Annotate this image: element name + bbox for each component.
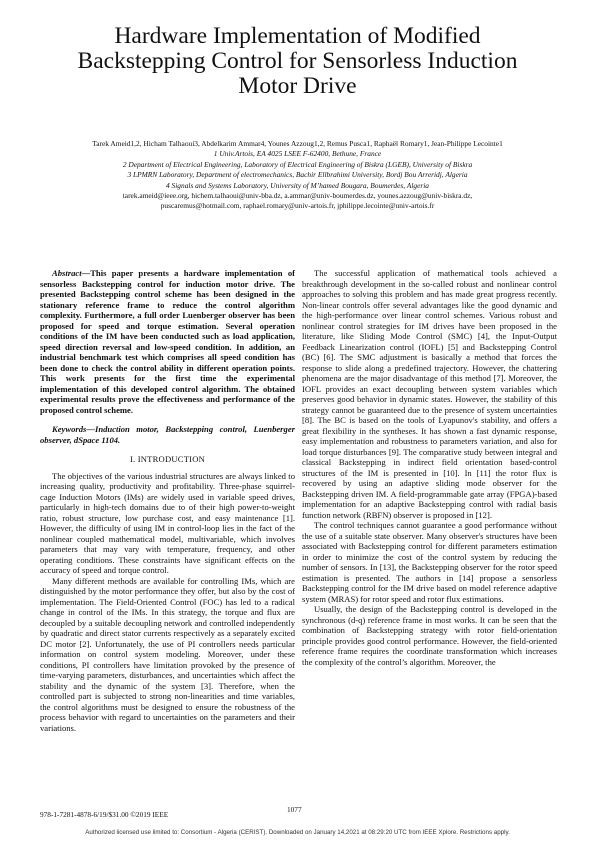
keywords: Keywords—Induction motor, Backstepping control, Luenberger observer, dSpace 1104.	[40, 424, 295, 445]
title-line-2: Backstepping Control for Sensorless Induction	[77, 48, 518, 74]
affiliation-2: 2 Department of Electrical Engineering, Laboratory of Electrical Engineering of Biskra (LGEB), University of Biskra	[122, 159, 473, 169]
author-block	[30, 139, 565, 212]
author-emails-line-1: tarek.ameid@ieee.org, hichem.talhaoui@univ-bba.dz, a.ammar@univ-boumerdes.dz, younes.azzoug@univ-biskra.dz,	[122, 191, 473, 201]
affiliation-4: 4 Signals and Systems Laboratory, University of M’hamed Bougara, Boumerdes, Algeria	[166, 180, 429, 190]
right-column	[302, 268, 557, 667]
section-heading-introduction: I. INTRODUCTION	[129, 454, 206, 464]
affiliation-1: 1 Univ.Artois, EA 4025 LSEE F-62400, Bethune, France	[213, 149, 382, 159]
page-number: 1077	[287, 805, 302, 814]
intro-paragraph-4: The control techniques cannot guarantee a good performance without the use of a suitable state observer. Many observer's structures have been associated with Backstepping control for different parameters estimation in order to minimize the cost of the control system by reducing the number of sensors. In [13], the Backstepping observer for the rotor speed estimation is presented. The authors in [14] propose a sensorless Backstepping control for the IM drive based on model reference adaptive system (MRAS) for rotor speed and rotor flux estimations.	[302, 520, 557, 604]
affiliation-3: 3 LPMRN Laboratory, Department of electromechanics, Bachir Ellbrahimi University, Bordj Bou Arreridj, Algeria	[127, 170, 468, 180]
title-line-1: Hardware Implementation of Modified	[114, 23, 481, 49]
paper-title	[40, 24, 555, 99]
isbn-copyright: 978-1-7281-4878-6/19/$31.00 ©2019 IEEE	[40, 810, 169, 819]
abstract	[40, 268, 295, 415]
intro-paragraph-2: Many different methods are available for controlling IMs, which are distinguished by the motor performance they offer, but also by the cost of implementation. The Field-Oriented Control (FOC) has led to a radical change in control of the IMs. In this strategy, the torque and flux are decoupled by a suitable decoupling network and controlled independently by quadratic and direct stator currents respectively as a separately excited DC motor [2]. Unfortunately, the use of PI controllers needs particular information on control system modeling. Moreover, under these conditions, PI controllers have limitation provoked by the presence of time-varying parameters, disturbances, and uncertainties which affect the stability and the dynamic of the system [3]. Therefore, when the controlled part is subjected to strong non-linearities and time variables, the control algorithms must be designed to ensure the robustness of the process behavior with regard to uncertainties on the parameters and their variations.	[40, 575, 295, 733]
abstract-lead: Abstract—	[52, 268, 91, 278]
download-notice: Authorized licensed use limited to: Consortium - Algeria (CERIST). Downloaded on January 14,2021 at 08:29:20 UTC from IEEE Xplore. Restrictions apply.	[85, 829, 510, 836]
abstract-text: This paper presents a hardware implementation of sensorless Backstepping control for induction motor drive. The presented Backstepping control scheme has been designed in the stationary reference frame to reduce the control algorithm complexity. Furthermore, a full order Luenberger observer has been proposed for speed and torque estimation. Several operation conditions of the IM have been conducted such as load application, speed direction reversal and low-speed condition. In addition, an industrial benchmark test which comprises all speed condition has been done to check the control ability in different operation points. This work presents for the first time the experimental implementation of this developed control algorithm. The obtained experimental results prove the effectiveness and performance of the proposed control scheme.	[40, 268, 295, 415]
author-emails-line-2: puscaremus@hotmail.com, raphael.romary@univ-artois.fr, jphilippe.lecointe@univ-artois.fr	[160, 201, 435, 211]
intro-paragraph-3: The successful application of mathematical tools achieved a breakthrough development in the so-called robust and nonlinear control approaches to solving this problem and has made great progress recently. Non-linear controls offer several advantages like the good dynamic and the high-performance over linear control schemes. Various robust and nonlinear control strategies for IM drives have been proposed in the literature, like Sliding Mode Control (SMC) [4], the Input-Output Feedback Linearization control (IOFL) [5] and Backstepping Control (BC) [6]. The SMC adjustment is basically a method that forces the response to slide along a predefined trajectory. However, the chattering phenomena are the major disadvantage of this method [7]. Moreover, the IOFL provides an exact decoupling between system variables which preserves good behavior in dynamic states. However, the stability of this strategy cannot be guaranteed due to the presence of system uncertainties [8]. The BC is based on the tools of Lyapunov's stability, and offers a great flexibility in the syntheses. It has shown a fast dynamic response, easy implementation and robustness to parameters variation, and also for load torque disturbances [9]. The comparative study between integral and classical Backstepping in indirect field orientation based-control structures of the IM is presented in [10]. In [11] the rotor flux is recovered by using an adaptive sliding mode observer for the Backstepping driven IM. A field-programmable gate array (FPGA)-based implementation for an adaptive Backstepping control with radial basis function network (RBFN) observer is proposed in [12].	[302, 268, 557, 520]
author-names: Tarek Ameid1,2, Hicham Talhaoui3, Abdelkarim Ammar4, Younes Azzoug1,2, Remus Pusca1, Raphaël Romary1, Jean-Philippe Lecointe1	[92, 139, 503, 148]
intro-paragraph-1: The objectives of the various industrial structures are always linked to increasing quality, productivity and profitability. Three-phase squirrel-cage Induction Motors (IMs) are widely used in variable speed drives, particularly in high-tech domains due to of their high power-to-weight ratio, robust structure, low purchase cost, and easy maintenance [1]. However, the difficulty of using IM in control-loop lies in the fact of the nonlinear coupled mathematical model, multivariable, which involves parameters that may vary with temperature, frequency, and other operating conditions. These constraints have significant effects on the accuracy of speed and torque control.	[40, 470, 295, 575]
left-column	[40, 268, 295, 733]
title-line-3: Motor Drive	[238, 73, 357, 99]
intro-paragraph-5: Usually, the design of the Backstepping control is developed in the synchronous (d-q) reference frame in most works. It can be seen that the combination of Backstepping strategy with rotor field-orientation principle provides good control performance. However, the field-oriented reference frame requires the coordinate transformation which increases the complexity of the control’s algorithm. Moreover, the	[302, 604, 557, 667]
